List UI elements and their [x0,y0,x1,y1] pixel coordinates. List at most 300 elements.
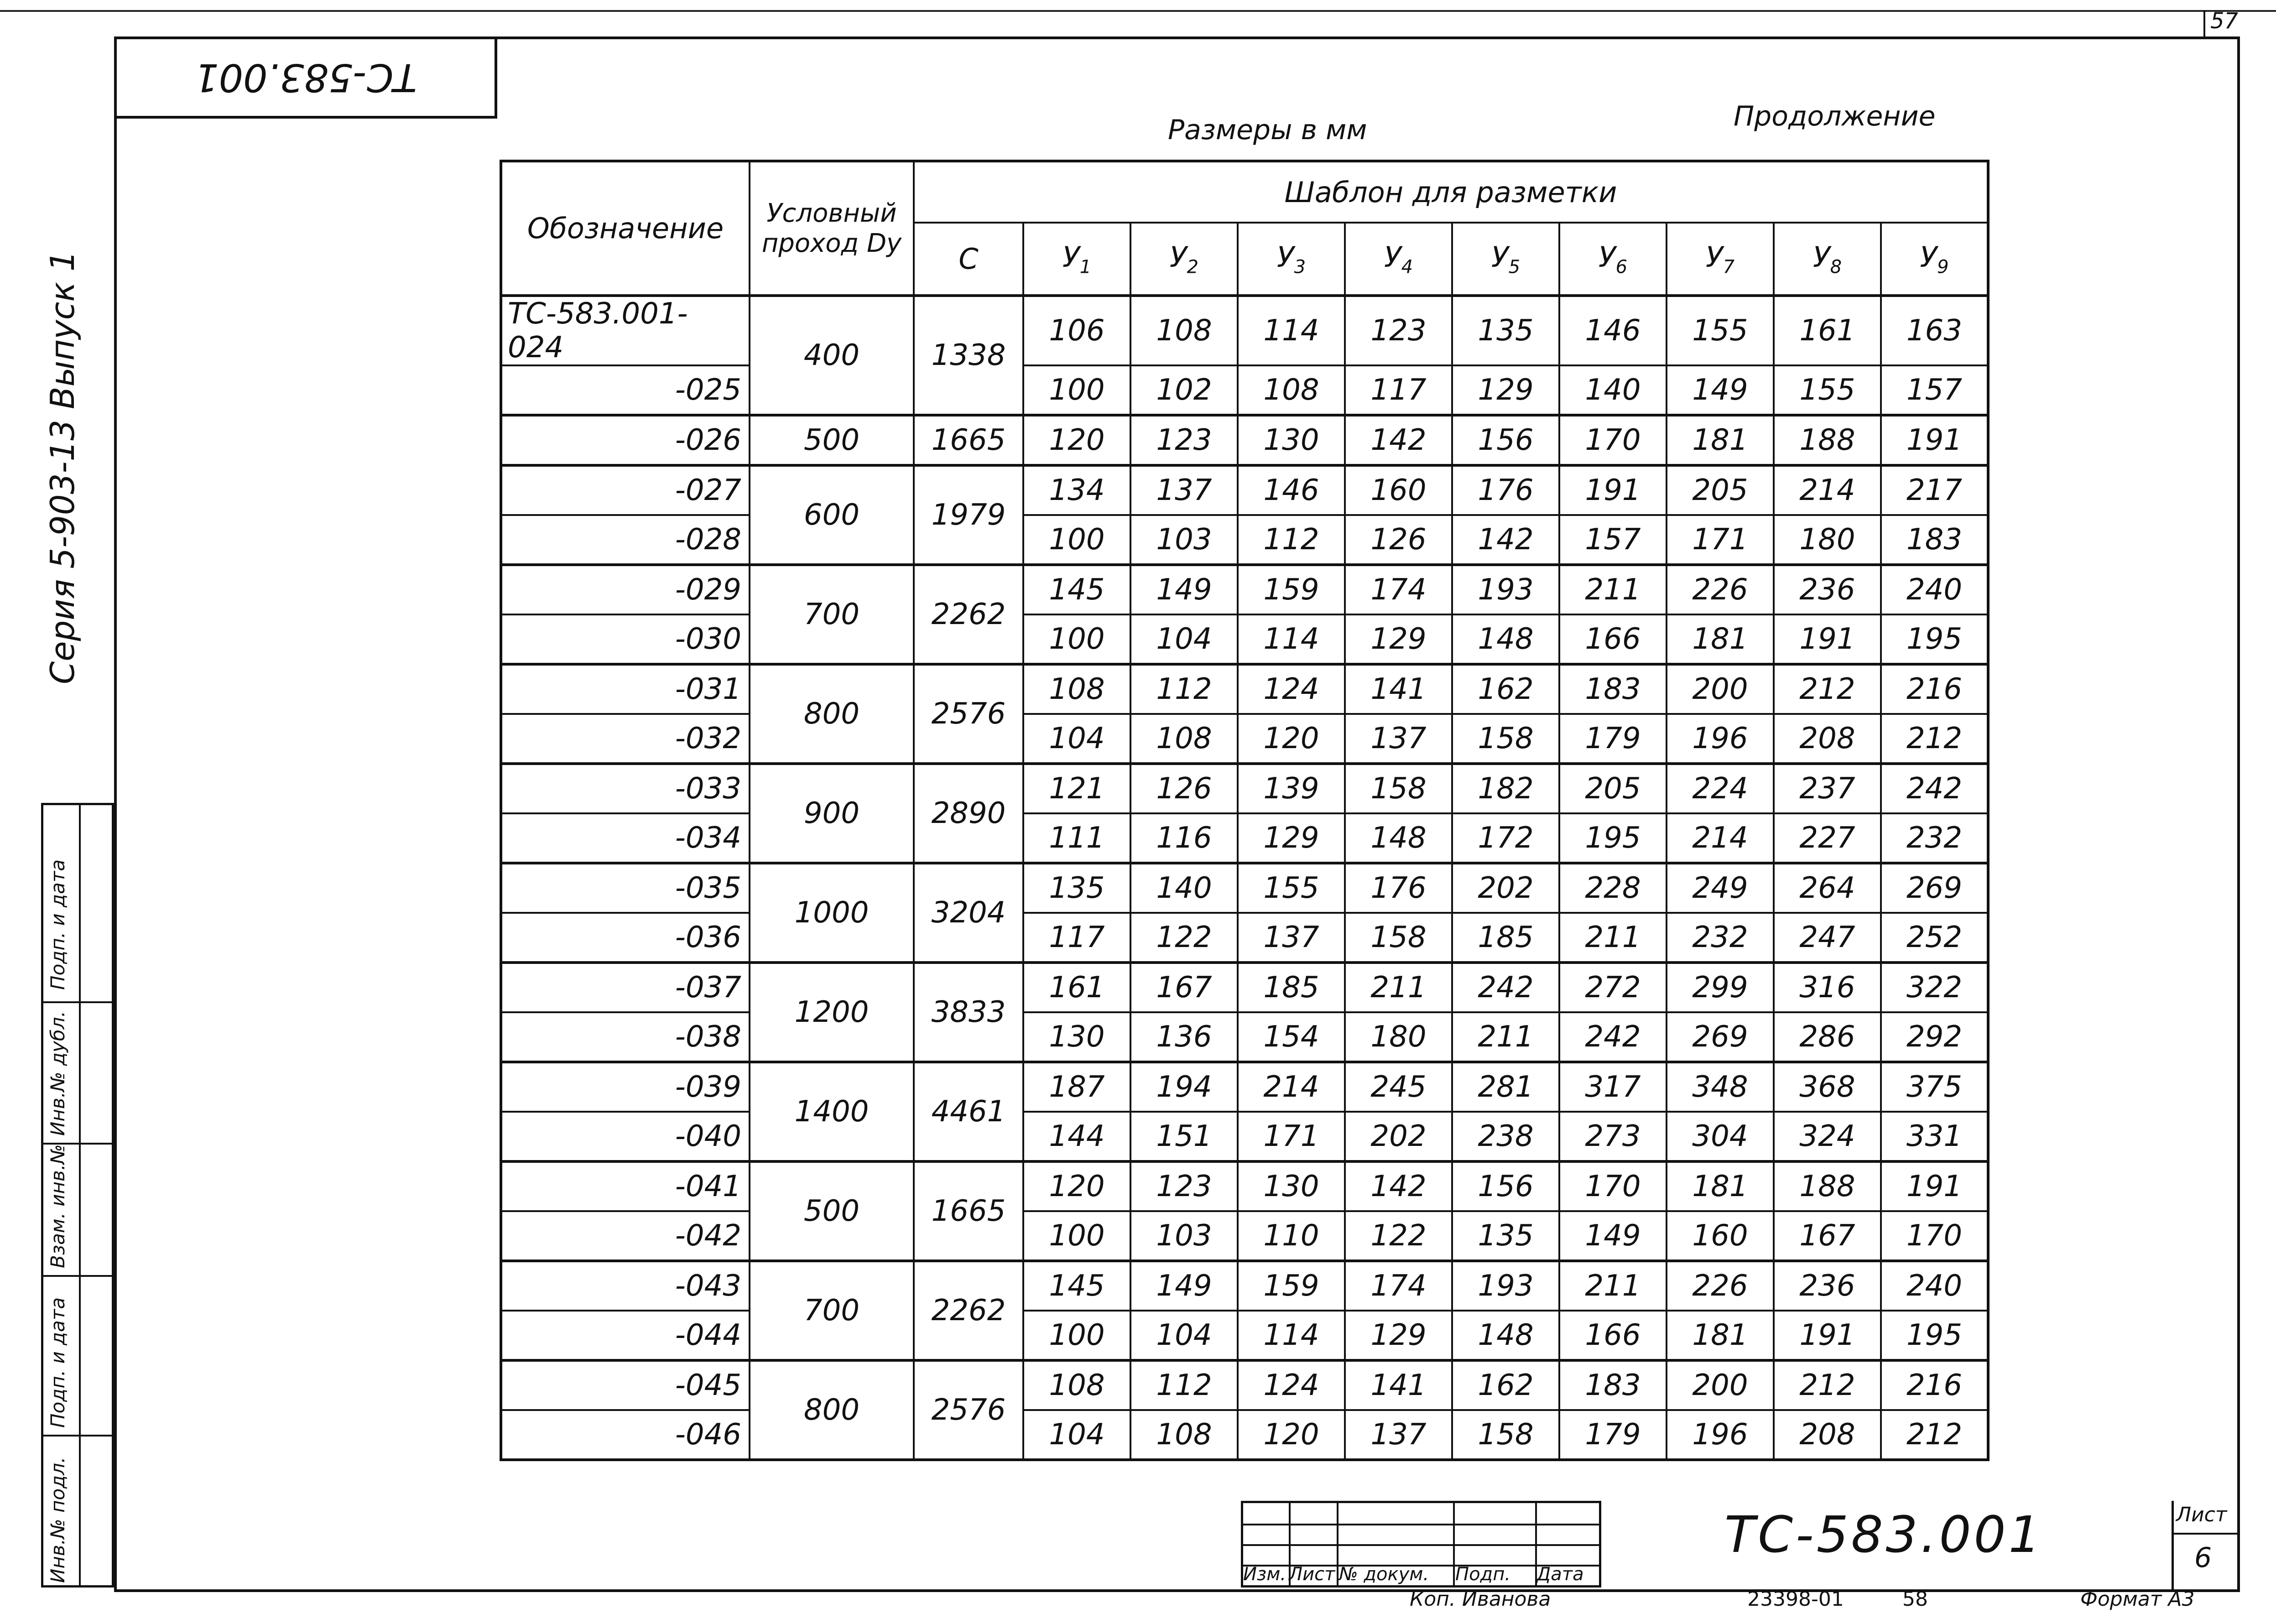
cell-y5: 172 [1452,813,1559,863]
cell-y6: 191 [1559,465,1667,515]
cell-y8: 188 [1774,415,1881,465]
table-row [501,614,1988,664]
cell-designation: -035 [501,863,750,913]
cell-y9: 195 [1881,1311,1988,1360]
cell-y4: 174 [1345,1261,1452,1311]
tb-label-date: Дата [1536,1564,1584,1585]
order-number: 23398-01 [1747,1588,1844,1611]
cell-designation: -032 [501,714,750,764]
cell-y7: 181 [1667,415,1774,465]
cell-designation: -027 [501,465,750,515]
cell-y1: 108 [1023,1360,1130,1410]
side-label-repl-inv: Взам. инв.№ [47,1144,69,1268]
cell-designation: -044 [501,1311,750,1360]
cell-y2: 151 [1130,1112,1238,1161]
cell-y7: 205 [1667,465,1774,515]
copied-by: Коп. Иванова [1410,1588,1551,1611]
cell-y5: 242 [1452,963,1559,1012]
cell-y7: 224 [1667,764,1774,813]
cell-y1: 100 [1023,1311,1130,1360]
cell-y5: 162 [1452,664,1559,714]
cell-y1: 120 [1023,415,1130,465]
cell-y8: 316 [1774,963,1881,1012]
table-row [501,1360,1988,1410]
cell-y9: 375 [1881,1062,1988,1112]
cell-y7: 232 [1667,913,1774,963]
cell-y2: 103 [1130,1211,1238,1261]
cell-y3: 137 [1238,913,1345,963]
cell-y4: 245 [1345,1062,1452,1112]
table-row [501,664,1988,714]
cell-nominal-pass: 700 [750,565,914,664]
cell-y9: 242 [1881,764,1988,813]
table-row [501,1211,1988,1261]
cell-nominal-pass: 500 [750,1161,914,1261]
cell-y4: 142 [1345,415,1452,465]
cell-c: 2262 [914,1261,1023,1360]
cell-y5: 142 [1452,515,1559,565]
sheet-label: Лист [2176,1503,2227,1526]
cell-y8: 208 [1774,714,1881,764]
side-label-sign-date-2: Подп. и дата [47,1297,69,1428]
table-body [501,296,1988,1460]
table-row [501,813,1988,863]
cell-y1: 117 [1023,913,1130,963]
cell-y9: 191 [1881,1161,1988,1211]
cell-y5: 162 [1452,1360,1559,1410]
cell-y4: 142 [1345,1161,1452,1211]
cell-y6: 170 [1559,1161,1667,1211]
table-row [501,863,1988,913]
cell-y4: 174 [1345,565,1452,614]
table-row [501,1261,1988,1311]
tb-label-sign: Подп. [1455,1564,1511,1585]
cell-y7: 181 [1667,1161,1774,1211]
table-row [501,1012,1988,1062]
table-row [501,764,1988,813]
cell-y8: 227 [1774,813,1881,863]
header-nominal-pass: Условный проход Dy [750,161,914,296]
table-row [501,365,1988,415]
cell-y3: 214 [1238,1062,1345,1112]
cell-y3: 120 [1238,714,1345,764]
cell-nominal-pass: 400 [750,296,914,415]
cell-y3: 171 [1238,1112,1345,1161]
cell-y3: 114 [1238,296,1345,365]
cell-designation: -028 [501,515,750,565]
cell-designation: -045 [501,1360,750,1410]
page-number: 57 [2210,8,2239,34]
cell-designation: -038 [501,1012,750,1062]
cell-y8: 236 [1774,565,1881,614]
cell-y1: 100 [1023,1211,1130,1261]
cell-designation: -034 [501,813,750,863]
header-c: C [914,223,1023,296]
cell-y5: 158 [1452,714,1559,764]
cell-y1: 130 [1023,1012,1130,1062]
cell-y1: 108 [1023,664,1130,714]
cell-y5: 193 [1452,1261,1559,1311]
cell-y8: 214 [1774,465,1881,515]
cell-y2: 149 [1130,1261,1238,1311]
cell-y6: 140 [1559,365,1667,415]
cell-designation: -039 [501,1062,750,1112]
cell-y5: 158 [1452,1410,1559,1460]
cell-y6: 205 [1559,764,1667,813]
cell-designation: -042 [501,1211,750,1261]
cell-y9: 163 [1881,296,1988,365]
header-y4: $У_4$ [1345,223,1452,296]
cell-y9: 212 [1881,714,1988,764]
cell-y5: 182 [1452,764,1559,813]
cell-y4: 137 [1345,714,1452,764]
cell-y4: 129 [1345,1311,1452,1360]
cell-designation: -041 [501,1161,750,1211]
cell-y7: 304 [1667,1112,1774,1161]
side-label-sign-date: Подп. и дата [47,859,69,990]
cell-y6: 170 [1559,415,1667,465]
cell-y1: 187 [1023,1062,1130,1112]
series-label: Серия 5-903-13 Выпуск 1 [43,250,82,684]
cell-y2: 136 [1130,1012,1238,1062]
cell-y5: 156 [1452,1161,1559,1211]
cell-y6: 195 [1559,813,1667,863]
cell-y4: 141 [1345,1360,1452,1410]
header-y6: $У_6$ [1559,223,1667,296]
cell-y9: 217 [1881,465,1988,515]
header-y8: $У_8$ [1774,223,1881,296]
cell-designation: -030 [501,614,750,664]
cell-y4: 211 [1345,963,1452,1012]
cell-y9: 195 [1881,614,1988,664]
cell-y1: 145 [1023,565,1130,614]
cell-y6: 272 [1559,963,1667,1012]
header-y3: $У_3$ [1238,223,1345,296]
cell-y2: 137 [1130,465,1238,515]
cell-designation: -029 [501,565,750,614]
continuation-note: Продолжение [1734,100,1936,132]
cell-y4: 180 [1345,1012,1452,1062]
cell-y5: 135 [1452,1211,1559,1261]
cell-y2: 108 [1130,714,1238,764]
cell-c: 1665 [914,415,1023,465]
cell-y4: 176 [1345,863,1452,913]
cell-c: 1338 [914,296,1023,415]
cell-y3: 154 [1238,1012,1345,1062]
cell-designation: -043 [501,1261,750,1311]
cell-y4: 123 [1345,296,1452,365]
cell-nominal-pass: 900 [750,764,914,863]
cell-y2: 102 [1130,365,1238,415]
tb-label-change: Изм. [1243,1564,1286,1585]
cell-y4: 160 [1345,465,1452,515]
header-designation: Обозначение [501,161,750,296]
cell-y4: 202 [1345,1112,1452,1161]
cell-y3: 112 [1238,515,1345,565]
table-row [501,1161,1988,1211]
cell-y7: 171 [1667,515,1774,565]
header-y5: $У_5$ [1452,223,1559,296]
cell-y5: 148 [1452,1311,1559,1360]
cell-y3: 130 [1238,1161,1345,1211]
units-note: Размеры в мм [1168,114,1367,146]
cell-y1: 111 [1023,813,1130,863]
side-stamp-divider [79,805,81,1585]
cell-designation: -026 [501,415,750,465]
cell-nominal-pass: 800 [750,1360,914,1460]
cell-y3: 185 [1238,963,1345,1012]
cell-y2: 108 [1130,296,1238,365]
cell-y4: 141 [1345,664,1452,714]
cell-y8: 286 [1774,1012,1881,1062]
cell-y1: 100 [1023,365,1130,415]
cell-y2: 126 [1130,764,1238,813]
table-row [501,515,1988,565]
cell-y6: 157 [1559,515,1667,565]
cell-y1: 100 [1023,515,1130,565]
cell-y2: 112 [1130,664,1238,714]
markup-template-table [500,160,1990,1461]
cell-y4: 158 [1345,913,1452,963]
cell-y7: 181 [1667,1311,1774,1360]
header-stamp [114,36,497,119]
tb-label-doc: № докум. [1339,1564,1429,1585]
cell-y6: 149 [1559,1211,1667,1261]
cell-y5: 281 [1452,1062,1559,1112]
cell-y8: 155 [1774,365,1881,415]
cell-y9: 216 [1881,664,1988,714]
cell-y7: 348 [1667,1062,1774,1112]
cell-y3: 108 [1238,365,1345,415]
cell-y5: 211 [1452,1012,1559,1062]
cell-y5: 135 [1452,296,1559,365]
cell-y6: 179 [1559,714,1667,764]
cell-y1: 144 [1023,1112,1130,1161]
cell-designation: -025 [501,365,750,415]
table-row [501,565,1988,614]
cell-y1: 100 [1023,614,1130,664]
cell-y9: 232 [1881,813,1988,863]
cell-y2: 104 [1130,1311,1238,1360]
cell-nominal-pass: 1200 [750,963,914,1062]
cell-y2: 194 [1130,1062,1238,1112]
cell-y1: 121 [1023,764,1130,813]
cell-y2: 104 [1130,614,1238,664]
cell-y3: 124 [1238,1360,1345,1410]
cell-designation: -033 [501,764,750,813]
cell-designation: -036 [501,913,750,963]
table-row [501,963,1988,1012]
cell-y6: 183 [1559,664,1667,714]
cell-y2: 112 [1130,1360,1238,1410]
cell-y2: 140 [1130,863,1238,913]
cell-y6: 211 [1559,913,1667,963]
cell-y4: 122 [1345,1211,1452,1261]
cell-c: 3204 [914,863,1023,963]
cell-y2: 103 [1130,515,1238,565]
table-row [501,913,1988,963]
cell-y4: 129 [1345,614,1452,664]
cell-y1: 120 [1023,1161,1130,1211]
cell-y2: 123 [1130,415,1238,465]
table-row [501,1062,1988,1112]
cell-y5: 148 [1452,614,1559,664]
cell-y6: 166 [1559,614,1667,664]
cell-y8: 247 [1774,913,1881,963]
cell-y1: 134 [1023,465,1130,515]
cell-y1: 104 [1023,1410,1130,1460]
side-stamp-row-line [43,1275,112,1277]
cell-y8: 368 [1774,1062,1881,1112]
cell-y7: 196 [1667,1410,1774,1460]
cell-y7: 200 [1667,664,1774,714]
cell-y6: 242 [1559,1012,1667,1062]
cell-designation: -040 [501,1112,750,1161]
cell-c: 2890 [914,764,1023,863]
side-stamp-row-line [43,1001,112,1003]
cell-y8: 180 [1774,515,1881,565]
cell-y2: 149 [1130,565,1238,614]
cell-y9: 292 [1881,1012,1988,1062]
cell-y7: 226 [1667,565,1774,614]
cell-y7: 181 [1667,614,1774,664]
header-y9: $У_9$ [1881,223,1988,296]
cell-nominal-pass: 700 [750,1261,914,1360]
cell-designation: -037 [501,963,750,1012]
cell-y7: 226 [1667,1261,1774,1311]
cell-y4: 126 [1345,515,1452,565]
cell-nominal-pass: 1000 [750,863,914,963]
cell-y4: 148 [1345,813,1452,863]
cell-y3: 110 [1238,1211,1345,1261]
cell-y4: 158 [1345,764,1452,813]
table-row [501,1311,1988,1360]
sheet-number: 6 [2194,1542,2212,1574]
cell-y3: 139 [1238,764,1345,813]
cell-y5: 238 [1452,1112,1559,1161]
cell-y6: 146 [1559,296,1667,365]
side-stamp-row-line [43,1435,112,1437]
table-row [501,1112,1988,1161]
cell-y6: 166 [1559,1311,1667,1360]
cell-c: 3833 [914,963,1023,1062]
cell-c: 2262 [914,565,1023,664]
cell-y3: 159 [1238,565,1345,614]
header-y2: $У_2$ [1130,223,1238,296]
header-y1: $У_1$ [1023,223,1130,296]
cell-y8: 208 [1774,1410,1881,1460]
cell-y7: 214 [1667,813,1774,863]
table-row [501,415,1988,465]
cell-y2: 123 [1130,1161,1238,1211]
cell-y9: 212 [1881,1410,1988,1460]
cell-c: 4461 [914,1062,1023,1161]
grid-row-line [1243,1524,1599,1525]
cell-y8: 212 [1774,664,1881,714]
cell-y8: 324 [1774,1112,1881,1161]
cell-c: 2576 [914,664,1023,764]
tb-label-sheet: Лист [1289,1564,1335,1585]
cell-y8: 161 [1774,296,1881,365]
cell-y7: 299 [1667,963,1774,1012]
cell-y9: 216 [1881,1360,1988,1410]
cell-y6: 211 [1559,1261,1667,1311]
cell-nominal-pass: 500 [750,415,914,465]
cell-y9: 269 [1881,863,1988,913]
cell-y4: 137 [1345,1410,1452,1460]
top-border-line [0,10,2276,12]
cell-y8: 191 [1774,1311,1881,1360]
format-label: Формат А3 [2080,1588,2195,1611]
cell-c: 1665 [914,1161,1023,1261]
cell-y9: 157 [1881,365,1988,415]
cell-y7: 269 [1667,1012,1774,1062]
cell-designation: ТС-583.001-024 [501,296,750,365]
cell-y7: 196 [1667,714,1774,764]
cell-y9: 240 [1881,1261,1988,1311]
cell-y1: 104 [1023,714,1130,764]
cell-y6: 228 [1559,863,1667,913]
cell-y2: 122 [1130,913,1238,963]
title-doc-code: ТС-583.001 [1724,1505,2043,1564]
cell-y6: 273 [1559,1112,1667,1161]
header-y7: $У_7$ [1667,223,1774,296]
cell-y9: 191 [1881,415,1988,465]
cell-y6: 317 [1559,1062,1667,1112]
grid-row-line [1243,1544,1599,1546]
stamp-code: ТС-583.001 [194,55,417,100]
side-label-dup-inv: Инв.№ дубл. [47,1010,69,1136]
cell-y3: 130 [1238,415,1345,465]
cell-y5: 176 [1452,465,1559,515]
cell-y7: 160 [1667,1211,1774,1261]
cell-y1: 161 [1023,963,1130,1012]
cell-y2: 167 [1130,963,1238,1012]
cell-y6: 183 [1559,1360,1667,1410]
header-template: Шаблон для разметки [914,161,1988,223]
cell-y8: 264 [1774,863,1881,913]
cell-y1: 135 [1023,863,1130,913]
cell-y3: 129 [1238,813,1345,863]
cell-y9: 170 [1881,1211,1988,1261]
table-row [501,465,1988,515]
cell-designation: -046 [501,1410,750,1460]
cell-y2: 108 [1130,1410,1238,1460]
cell-y7: 149 [1667,365,1774,415]
cell-y2: 116 [1130,813,1238,863]
cell-y5: 193 [1452,565,1559,614]
cell-y7: 249 [1667,863,1774,913]
cell-y4: 117 [1345,365,1452,415]
cell-y5: 202 [1452,863,1559,913]
cell-y9: 183 [1881,515,1988,565]
cell-y9: 331 [1881,1112,1988,1161]
cell-y5: 185 [1452,913,1559,963]
side-label-orig-inv: Инв.№ подл. [47,1457,69,1583]
cell-y8: 191 [1774,614,1881,664]
cell-y3: 159 [1238,1261,1345,1311]
cell-y8: 237 [1774,764,1881,813]
cell-nominal-pass: 600 [750,465,914,565]
cell-y8: 236 [1774,1261,1881,1311]
cell-c: 2576 [914,1360,1023,1460]
cell-y3: 114 [1238,614,1345,664]
cell-y9: 322 [1881,963,1988,1012]
cell-y3: 124 [1238,664,1345,714]
cell-y9: 240 [1881,565,1988,614]
cell-y7: 200 [1667,1360,1774,1410]
sheet-box-line [2174,1533,2240,1535]
